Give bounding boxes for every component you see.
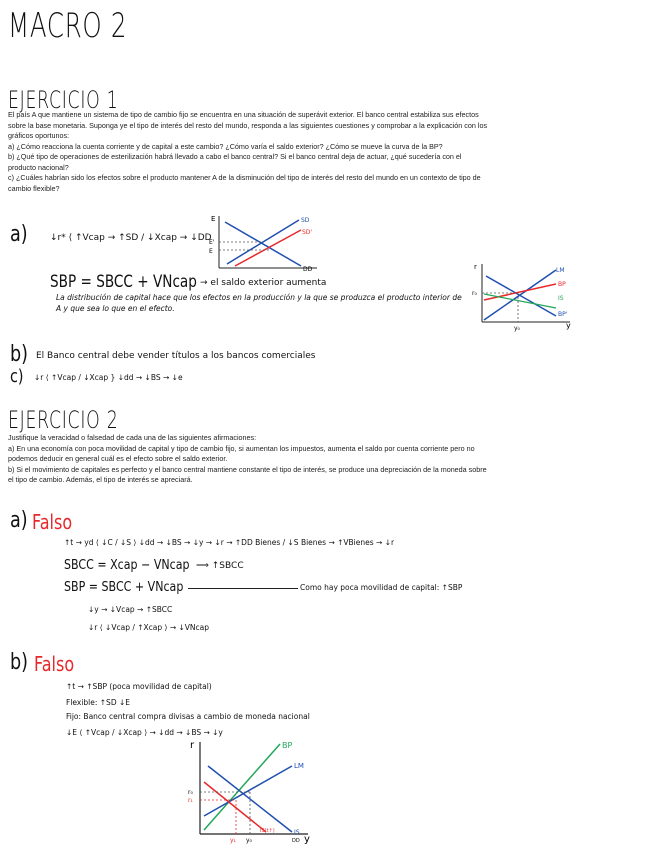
ej2-line: Justifique la veracidad o falsedad de cada una de las siguientes afirmaciones: — [8, 433, 257, 442]
ej2-a-verdict: Falso — [32, 510, 73, 534]
ej2-a-line3: ↓r ⟨ ↓Vcap / ↑Xcap ⟩ → ↓VNcap — [88, 623, 210, 632]
graph2-x-label: y — [566, 321, 571, 330]
ej1-line: cambio flexible? — [8, 183, 60, 193]
ej2-line: podemos deducir en general cuál es el efecto sobre el saldo exterior. — [8, 454, 228, 463]
ej2-heading: EJERCICIO 2 — [8, 406, 119, 434]
ej1-line: b) ¿Qué tipo de operaciones de esterilización habrá llevado a cabo el banco central? Si el banco central deja de actuar, ¿qué sucedería con el — [8, 152, 462, 161]
ej1-a-note: A y que sea lo que en el efecto. — [56, 304, 175, 313]
ej1-b-label: b) — [10, 342, 29, 367]
ej2-line: el tipo de cambio. Además, el tipo de interés se apreciará. — [8, 475, 193, 484]
ej1-heading: EJERCICIO 1 — [8, 86, 119, 114]
graph3-tick: y₁ — [230, 837, 236, 844]
graph1-x-label: DD — [303, 266, 313, 273]
graph3-tick: y₀ — [246, 837, 252, 844]
ej1-statement — [8, 110, 648, 194]
graph3-is2-line — [204, 782, 266, 832]
ej2-b-verdict: Falso — [34, 652, 75, 676]
ej2-b-line4: ↓E ⟨ ↑Vcap / ↓Xcap ⟩ → ↓dd → ↓BS → ↓y — [66, 728, 223, 737]
graph1-tick: E — [209, 248, 213, 255]
graph3-bp-line — [204, 744, 280, 830]
ej2-a-long-arrow — [188, 588, 298, 589]
ej2-b-line3: Fijo: Banco central compra divisas a cambio de moneda nacional — [66, 712, 310, 721]
ej1-line: a) ¿Cómo reacciona la cuenta corriente y de capital a este cambio? ¿Cómo varía el saldo exterior? ¿Cómo se mueve la curva de la BP? — [8, 141, 443, 151]
graph3-x-sub: DD — [292, 838, 300, 844]
ej2-line: b) Si el movimiento de capitales es perfecto y el banco central mantiene constante el tipo de interés, se produce una depreciación de la moneda sobre — [8, 464, 487, 474]
graph1 — [205, 212, 325, 274]
ej1-a-label: a) — [10, 222, 28, 247]
ej2-a-line2: ↓y → ↓Vcap → ↑SBCC — [88, 605, 173, 614]
graph3-is-line — [208, 766, 292, 832]
ej1-a-arrow: → el saldo exterior aumenta — [200, 278, 327, 288]
graph3-curve-label: BP — [282, 741, 293, 750]
ej2-a-eq1-arrow: ⟹ ↑SBCC — [196, 561, 244, 571]
graph2-bp-line — [484, 284, 556, 300]
graph2-tick: y₀ — [514, 325, 520, 332]
graph3-tick: r₀ — [188, 789, 193, 796]
graph3-curve-label: IS(t↑) — [260, 828, 275, 834]
ej2-a-label: a) — [10, 508, 28, 533]
graph1-tick: E' — [209, 239, 215, 246]
ej1-a-eq: SBP = SBCC + VNcap — [50, 272, 197, 292]
ej2-a-eq1: SBCC = Xcap − VNcap — [64, 558, 190, 573]
ej1-c-text: ↓r ⟨ ↑Vcap / ↓Xcap } ↓dd → ↓BS → ↓e — [34, 373, 183, 382]
ej2-b-label: b) — [10, 650, 29, 675]
graph2 — [470, 260, 580, 332]
ej2-a-eq2-arrow: Como hay poca movilidad de capital: ↑SBP — [300, 583, 463, 592]
graph1-curve-label: SD' — [302, 229, 313, 236]
graph3 — [180, 736, 320, 844]
graph1-y-label: E — [211, 215, 216, 223]
graph2-curve-label: LM — [556, 267, 565, 274]
ej1-c-label: c) — [10, 366, 24, 387]
ej2-b-line1: ↑t → ↑SBP (poca movilidad de capital) — [66, 682, 212, 691]
ej1-line: producto nacional? — [8, 162, 69, 172]
ej2-a-eq2: SBP = SBCC + VNcap — [64, 580, 184, 595]
graph2-y-label: r — [474, 263, 477, 271]
ej1-line: El país A que mantiene un sistema de tipo de cambio fijo se encuentra en una situación de superávit exterior. El banco central estabiliza sus efectos — [8, 110, 479, 119]
ej1-line: gráficos oportunos: — [8, 131, 70, 140]
ej2-b-line2: Flexible: ↑SD ↓E — [66, 698, 130, 707]
graph2-tick: r₀ — [472, 290, 477, 297]
graph3-y-label: r — [190, 740, 195, 751]
ej1-line: c) ¿Cuáles habrían sido los efectos sobre el producto mantener A de la disminución del tipo de interés del resto del mundo en un contexto de tipo de — [8, 173, 481, 182]
ej2-a-line1: ↑t → yd ⟨ ↓C / ↓S ⟩ ↓dd → ↓BS → ↓y → ↓r → ↑DD Bienes / ↓S Bienes → ↑VBienes → ↓r — [64, 538, 395, 547]
ej2-statement — [8, 433, 648, 486]
graph2-curve-label: BP — [558, 281, 566, 288]
ej1-b-text: El Banco central debe vender títulos a los bancos comerciales — [36, 351, 316, 361]
ej1-line: sobre la base monetaria. Suponga ye el tipo de interés del resto del mundo, responda a las siguientes cuestiones y comprobar a la explicación con los — [8, 120, 488, 130]
graph3-tick: r₁ — [188, 797, 193, 804]
graph2-curve-label: IS — [558, 295, 564, 302]
graph3-x-label: y — [304, 834, 310, 844]
graph3-curve-label: LM — [294, 762, 304, 770]
ej1-a-note: La distribución de capital hace que los efectos en la producción y la que se produzca el producto interior de — [56, 293, 462, 302]
page-title: MACRO 2 — [8, 6, 128, 46]
graph2-curve-label: BP' — [558, 311, 568, 318]
ej1-a-line1: ↓r* ⟨ ↑Vcap → ↑SD / ↓Xcap → ↓DD — [50, 233, 212, 243]
graph1-dd-line — [225, 222, 301, 266]
ej2-line: a) En una economía con poca movilidad de capital y tipo de cambio fijo, si aumentan los impuestos, aumenta el saldo por cuenta corriente pero no — [8, 443, 475, 453]
graph1-curve-label: SD — [301, 217, 310, 224]
graph3-curve-label: IS — [294, 829, 300, 836]
